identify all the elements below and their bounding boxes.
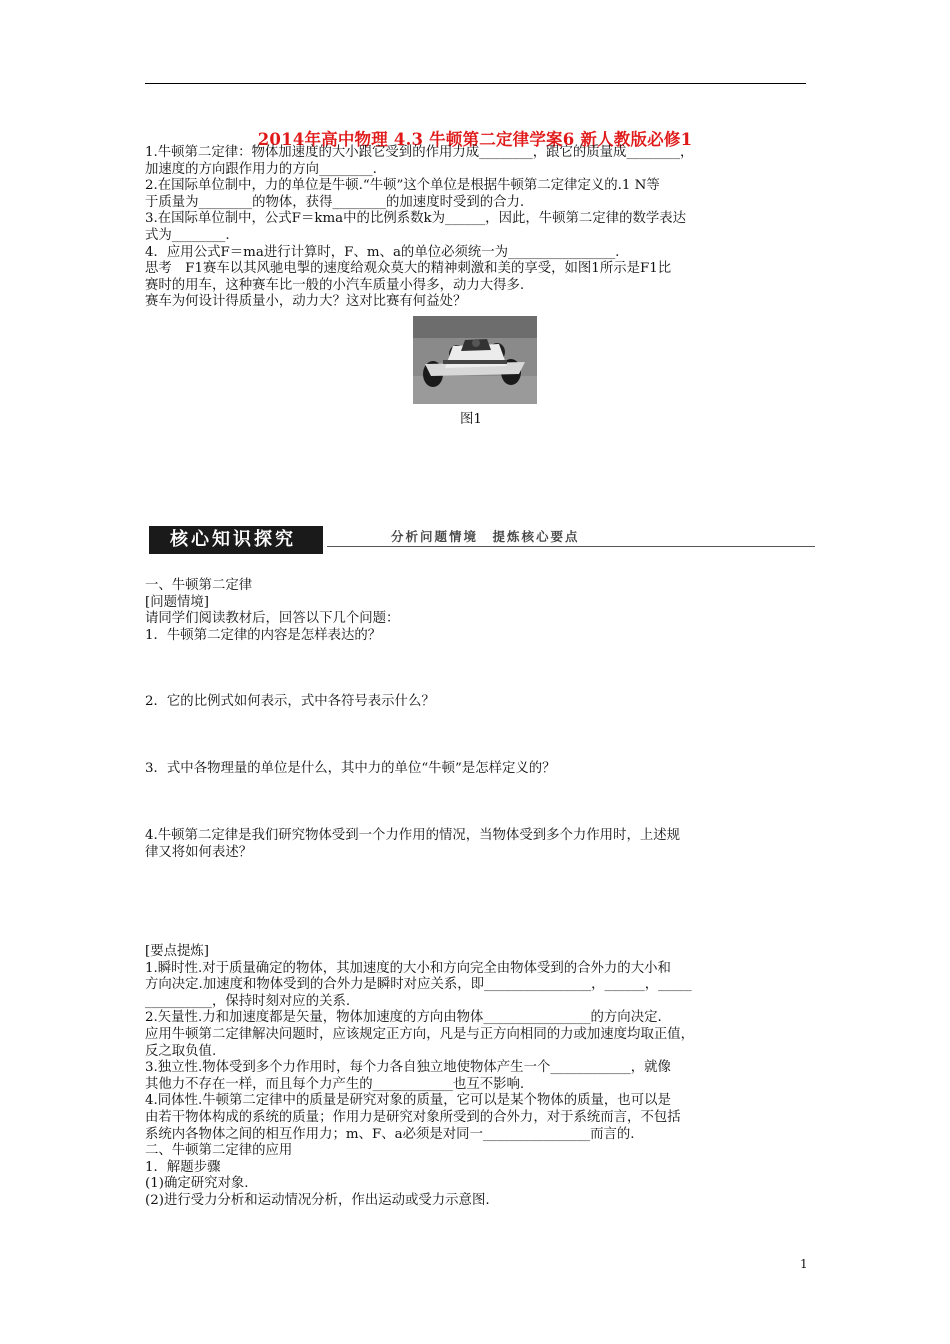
page-number: 1 (800, 1257, 808, 1271)
question-2-block (145, 694, 809, 711)
banner-subtitle: 分析问题情境 提炼核心要点 (391, 529, 580, 544)
text-line: 2.在国际单位制中，力的单位是牛顿.“牛顿”这个单位是根据牛顿第二定律定义的.1 N等 (145, 178, 660, 194)
text-line: 3.独立性.物体受到多个力作用时，每个力各自独立地使物体产生一个____________，就像 (145, 1060, 671, 1076)
text-line: 4．应用公式F＝ma进行计算时，F、m、a的单位必须统一为________________. (145, 244, 620, 260)
banner-rule (327, 546, 815, 547)
text-line: 1.牛顿第二定律：物体加速度的大小跟它受到的作用力成________，跟它的质量成________， (145, 145, 694, 160)
question-4-line: 律又将如何表述？ (145, 844, 253, 860)
question-4-line: 4.牛顿第二定律是我们研究物体受到一个力作用的情况，当物体受到多个力作用时，上述规 (145, 828, 681, 843)
text-line: 思考 F1赛车以其风驰电掣的速度给观众莫大的精神刺激和美的享受，如图1所示是F1比 (145, 261, 672, 277)
text-line: 式为________. (145, 227, 230, 243)
banner-divider (317, 526, 323, 554)
question-1: 1．牛顿第二定律的内容是怎样表达的？ (145, 627, 382, 643)
f1-car-photo (413, 316, 537, 404)
text-line: 反之取负值. (145, 1043, 217, 1059)
text-line: 应用牛顿第二定律解决问题时，应该规定正方向，凡是与正方向相同的力或加速度均取正值， (145, 1026, 695, 1042)
text-line: 赛时的用车，这种赛车比一般的小汽车质量小得多，动力大得多. (145, 277, 525, 293)
question-4-block (145, 828, 809, 861)
question-2: 2．它的比例式如何表示，式中各符号表示什么？ (145, 694, 435, 709)
text-line: (1)确定研究对象. (145, 1176, 249, 1192)
text-line: 4.同体性.牛顿第二定律中的质量是研究对象的质量，它可以是某个物体的质量，也可以是 (145, 1093, 671, 1109)
text-line: 1.瞬时性.对于质量确定的物体，其加速度的大小和方向完全由物体受到的合外力的大小和 (145, 960, 671, 976)
keypoints-label: [要点提炼] (145, 944, 210, 959)
situation-label: [问题情境] (145, 594, 210, 610)
document-title: 2014年高中物理 4.3 牛顿第二定律学案6 新人教版必修1 (257, 130, 693, 149)
text-line: (2)进行受力分析和运动情况分析，作出运动或受力示意图. (145, 1192, 490, 1208)
section-heading: 二、牛顿第二定律的应用 (145, 1143, 293, 1159)
header-rule (145, 83, 806, 84)
figure-caption: 图1 (460, 412, 482, 427)
section-banner (145, 524, 815, 558)
section-heading: 一、牛顿第二定律 (145, 578, 253, 593)
text-line: 加速度的方向跟作用力的方向________. (145, 161, 377, 177)
text-line: 其他力不存在一样，而且每个力产生的____________也互不影响. (145, 1076, 525, 1092)
section1-header (145, 578, 809, 644)
question-3: 3．式中各物理量的单位是什么，其中力的单位“牛顿”是怎样定义的？ (145, 761, 556, 776)
question-3-block (145, 761, 809, 778)
text-line: 由若干物体构成的系统的质量；作用力是研究对象所受到的合外力，对于系统而言，不包括 (145, 1109, 681, 1125)
text-line: 方向决定.加速度和物体受到的合外力是瞬时对应关系，即________________，______，_____ (145, 977, 692, 993)
intro-block (145, 145, 809, 311)
text-line: 系统内各物体之间的相互作用力；m、F、a必须是对同一________________而言的. (145, 1126, 635, 1142)
keypoints-block (145, 944, 809, 1210)
text-line: 于质量为________的物体，获得________的加速度时受到的合力. (145, 194, 525, 210)
text-line: __________，保持时刻对应的关系. (145, 993, 351, 1009)
text-line: 赛车为何设计得质量小，动力大？这对比赛有何益处？ (145, 294, 467, 310)
banner-title: 核心知识探究 (149, 526, 317, 554)
text-line: 1．解题步骤 (145, 1159, 221, 1175)
section-prompt: 请同学们阅读教材后，回答以下几个问题： (145, 611, 400, 627)
text-line: 3.在国际单位制中，公式F＝kma中的比例系数k为______，因此，牛顿第二定律的数学表达 (145, 211, 687, 227)
text-line: 2.矢量性.力和加速度都是矢量，物体加速度的方向由物体________________的方向决定. (145, 1010, 662, 1026)
